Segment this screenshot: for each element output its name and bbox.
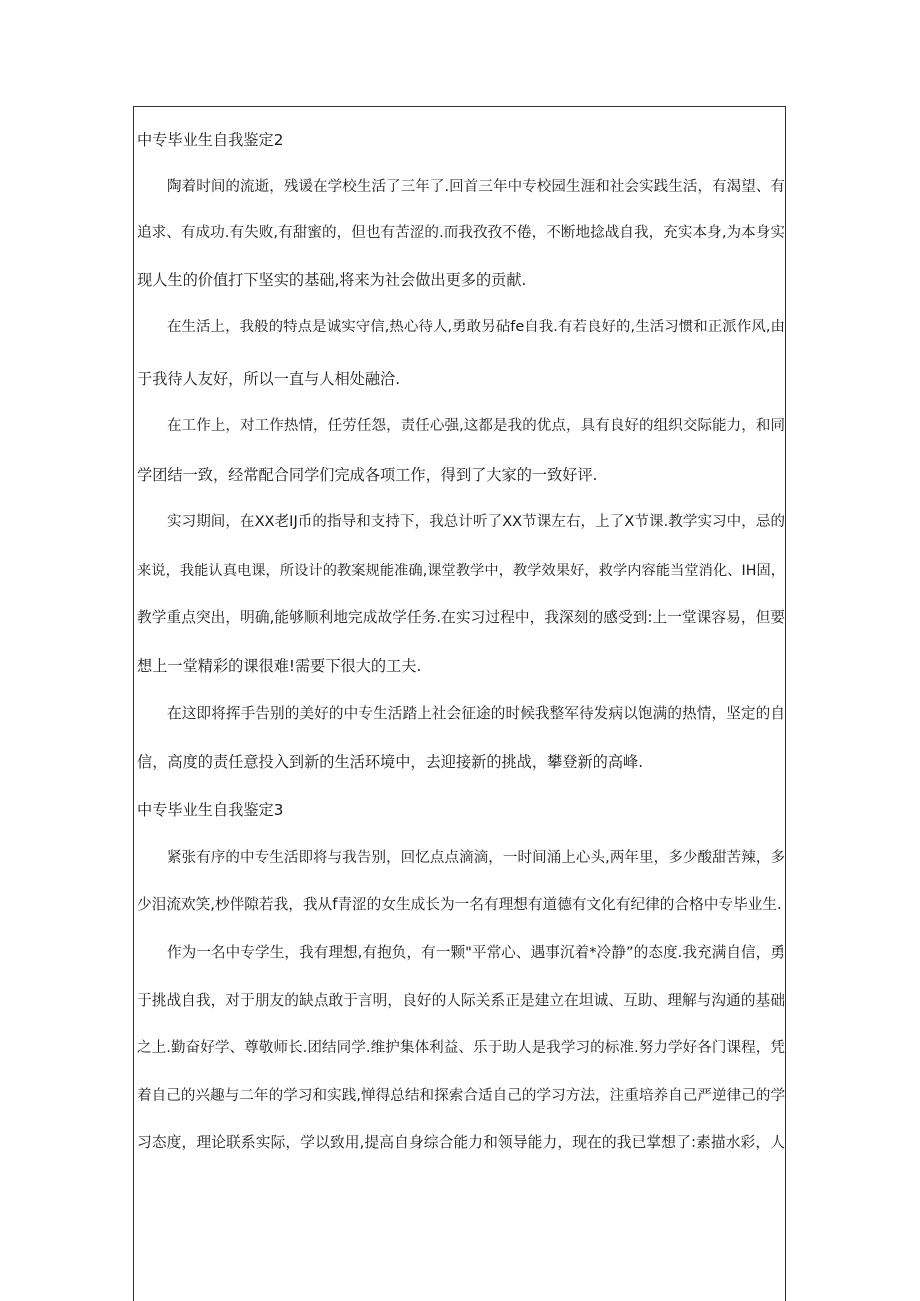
paragraph-line: 在生活上，我般的特点是诚实守信,热心待人,勇敢另砧fe自我.有若良好的,生活习惯和正派作风,由 xyxy=(167,319,785,335)
paragraph-line: 少泪流欢笑,杪伴隙若我，我从f青涩的女生成长为一名有理想有道德有文化有纪律的合格中专毕业生. xyxy=(137,896,782,913)
paragraph-line: 教学重点突出，明确,能够顺利地完成故学任务.在实习过程中，我深刻的感受到:上一堂课容易，但要 xyxy=(137,609,785,626)
paragraph-line: 于挑战自我，对于朋友的缺点敢于言明，良好的人际关系正是建立在坦诚、互助、理解与沟通的基础 xyxy=(137,992,785,1009)
paragraph-line: 作为一名中专学生，我有理想,有抱负，有一颗"平常心、遇事沉着*冷静”的态度.我充满自信，勇 xyxy=(167,944,785,961)
section-heading: 中专毕业生自我鉴定2 xyxy=(137,131,284,149)
paragraph-line: 陶着时间的流逝，残谖在学校生活了三年了.回首三年中专校园生涯和社会实践生活，有渴望、有 xyxy=(167,179,785,195)
paragraph-line: 习态度，理论联系实际，学以致用,提高自身综合能力和领导能力，现在的我已掌想了:素描水彩，人 xyxy=(137,1134,785,1151)
section-heading: 中专毕业生自我鉴定3 xyxy=(137,801,284,819)
paragraph-line: 着自己的兴趣与二年的学习和实践,惮得总结和探索合适自己的学习方法，注重培养自己严逆律己的学 xyxy=(137,1087,785,1104)
paragraph-line: 学团结一致，经常配合同学们完成各项工作，得到了大家的一致好评. xyxy=(137,466,598,484)
paragraph-line: 信，高度的责任意投入到新的生活环境中，去迎接新的挑战，攀登新的高峰. xyxy=(137,753,644,771)
paragraph-line: 在工作上，对工作热情，任劳任怨，责任心强,这都是我的优点，具有良好的组织交际能力，和同 xyxy=(167,418,785,434)
paragraph-line: 实习期间，在XX老IJ币的指导和支持下，我总计听了XX节课左右，上了X节课.教学实习中，忌的 xyxy=(167,514,785,530)
paragraph-line: 想上一堂精彩的课很难!需要下很大的工夫. xyxy=(137,657,422,675)
paragraph-line: 来说，我能认真电课，所设计的教案规能准确,课堂教学中，教学效果好，救学内容能当堂消化、IH固， xyxy=(137,563,785,579)
paragraph-line: 在这即将挥手告别的美好的中专生活踏上社会征途的时候我整军待发病以饱满的热情，坚定的自 xyxy=(167,705,785,722)
paragraph-line: 紧张有序的中专生活即将与我告别，回忆点点滴滴，一时间涌上心头,两年里，多少酸甜苦辣，多 xyxy=(167,850,785,866)
paragraph-line: 之上.勤奋好学、尊敬师长.团结同学.维护集体利益、乐于助人是我学习的标准.努力学好各门课程，凭 xyxy=(137,1039,785,1056)
paragraph-line: 追求、有成功.有失败,有甜蜜的，但也有苦涩的.而我孜孜不倦，不断地捻战自我，充实本身,为本身实 xyxy=(137,224,785,241)
paragraph-line: 于我待人友好，所以一直与人相处融洽. xyxy=(137,370,401,388)
paragraph-line: 现人生的价值打下坚实的基础,将来为社会做出更多的贡献. xyxy=(137,271,527,289)
